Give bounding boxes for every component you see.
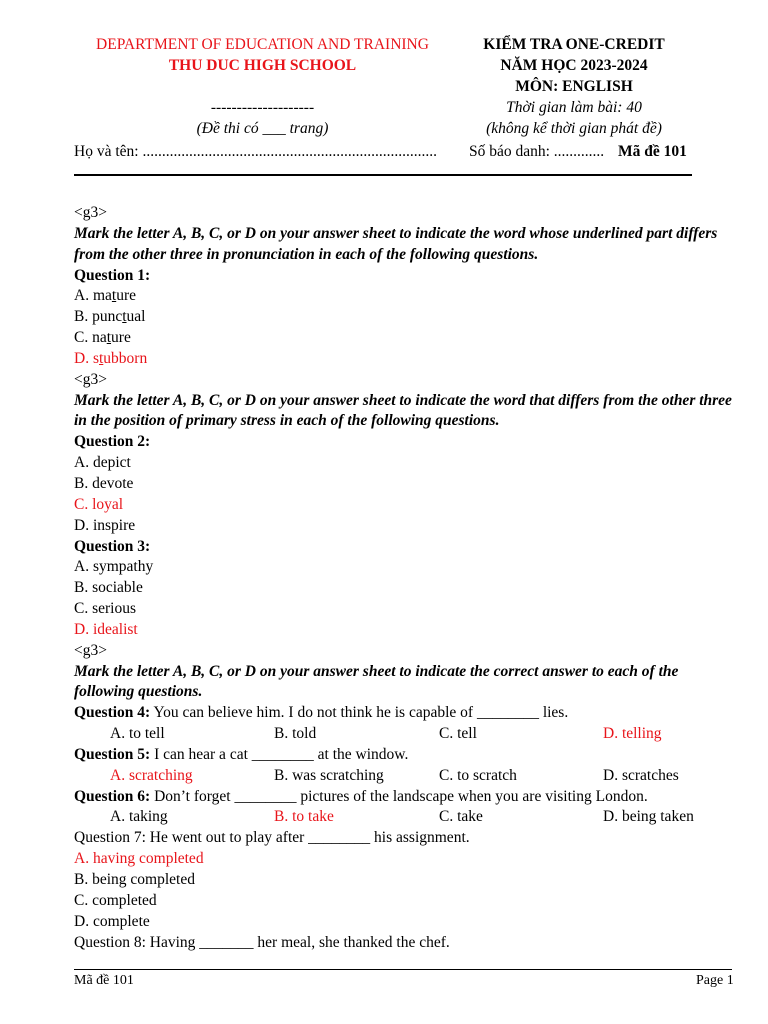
footer-exam-code: Mã đề 101 [74,973,134,988]
header-divider [74,174,692,176]
time-limit: Thời gian làm bài: 40 [506,99,642,116]
q4-option-d-answer: D. telling [603,725,662,743]
q6-option-c: C. take [439,808,483,826]
q2-option-a: A. depict [74,454,131,472]
q3-option-a: A. sympathy [74,558,154,576]
q4-option-c: C. tell [439,725,477,743]
q1-option-c: C. nature [74,329,131,347]
subject: MÔN: ENGLISH [515,78,633,95]
instruction-correct-answer: Mark the letter A, B, C, or D on your answer sheet to indicate the correct answer to each of the following questions. [74,662,679,701]
q7-option-a-answer: A. having completed [74,850,204,868]
q2-option-c-answer: C. loyal [74,495,124,513]
q5-option-b: B. was scratching [274,766,384,784]
question-5: Question 5: I can hear a cat ________ at the window. [74,745,409,763]
school-name: THU DUC HIGH SCHOOL [168,57,357,74]
department-name: DEPARTMENT OF EDUCATION AND TRAINING [96,36,429,53]
q1-option-a: A. mature [74,287,136,305]
q3-option-d-answer: D. idealist [74,620,138,638]
q3-option-b: B. sociable [74,579,143,597]
instruction-stress: Mark the letter A, B, C, or D on your answer sheet to indicate the word that differs from the other three in the position of primary stress in each of the following questions. [74,391,732,430]
pages-note: (Đề thi có ___ trang) [196,120,329,137]
time-note: (không kể thời gian phát đề) [486,120,662,137]
exam-title: KIỂM TRA ONE-CREDIT [483,36,665,53]
q4-options [74,724,734,745]
question-6: Question 6: Don’t forget ________ pictures of the landscape when you are visiting London. [74,787,648,805]
q6-option-d: D. being taken [603,808,694,826]
header-left [70,34,455,139]
exam-body [74,203,734,953]
q5-option-d: D. scratches [603,766,679,784]
q2-option-d: D. inspire [74,516,136,534]
footer-page-number: Page 1 [696,973,734,988]
q4-option-b: B. told [274,725,317,743]
exam-code: Mã đề 101 [618,143,687,160]
header-dashes: -------------------- [210,99,315,116]
q7-option-c: C. completed [74,891,157,909]
instruction-pronunciation: Mark the letter A, B, C, or D on your answer sheet to indicate the word whose underlined part differs from the other three in pronunciation in each of the following questions. [74,224,718,263]
question-4: Question 4: You can believe him. I do not think he is capable of ________ lies. [74,704,569,722]
q5-option-a-answer: A. scratching [110,766,193,784]
q1-option-d-answer: D. stubborn [74,349,148,367]
student-info-row [74,141,694,162]
q5-options [74,766,734,787]
group-tag: <g3> [74,370,107,388]
q3-option-c: C. serious [74,600,136,618]
school-year: NĂM HỌC 2023-2024 [500,57,648,74]
header-right [462,34,686,139]
question-7: Question 7: He went out to play after ________ his assignment. [74,829,470,847]
question-8: Question 8: Having _______ her meal, she thanked the chef. [74,933,450,951]
q1-option-b: B. punctual [74,308,146,326]
q5-option-c: C. to scratch [439,766,517,784]
group-tag: <g3> [74,204,107,221]
q4-option-a: A. to tell [110,725,165,743]
q7-option-d: D. complete [74,912,150,930]
question-3-label: Question 3: [74,537,151,555]
q6-option-b-answer: B. to take [274,808,334,826]
name-field: Họ và tên: ............................................................................ [74,143,437,160]
q6-option-a: A. taking [110,808,168,826]
question-1-label: Question 1: [74,266,151,284]
q7-option-b: B. being completed [74,871,195,888]
q6-options [74,807,734,828]
candidate-number-field: Số báo danh: ............. [469,143,605,160]
q2-option-b: B. devote [74,474,134,492]
footer-divider [74,969,732,970]
group-tag: <g3> [74,641,107,659]
question-2-label: Question 2: [74,433,151,451]
